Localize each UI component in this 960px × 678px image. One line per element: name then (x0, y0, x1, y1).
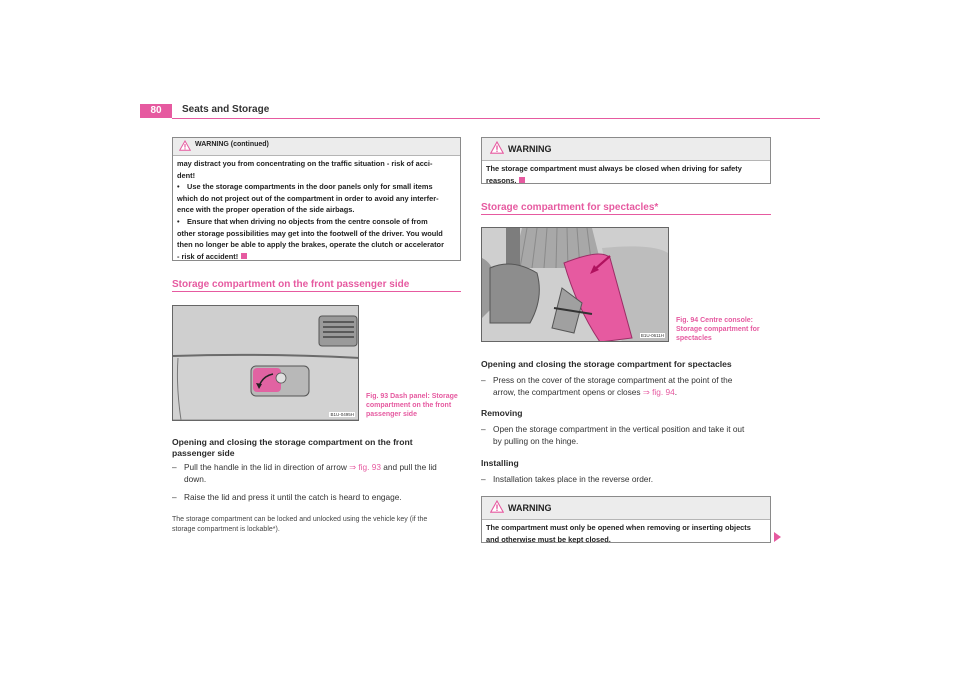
step-installing (481, 473, 776, 485)
step-pull-handle (172, 461, 464, 485)
warning-line: dent! (177, 170, 196, 180)
step-dash: – (172, 492, 177, 502)
subhead-line: Opening and closing the storage compartment on the front (172, 437, 413, 447)
end-of-section-icon (519, 177, 525, 183)
figure-93-link[interactable]: ⇒ fig. 93 (349, 462, 381, 472)
lockable-note (172, 515, 427, 534)
step-text: arrow, the compartment opens or closes (493, 387, 643, 397)
warning-line: which do not project out of the compartment in order to avoid any interfer- (177, 193, 439, 203)
step-dash: – (481, 375, 486, 385)
subhead-opening-closing (172, 437, 413, 459)
note-line: storage compartment is lockable*). (172, 525, 280, 533)
continue-arrow-icon (774, 532, 781, 542)
warning-text (482, 520, 770, 549)
step-dash: – (481, 474, 486, 484)
warning-triangle-icon (179, 140, 191, 151)
step-text: down. (184, 474, 207, 484)
figure-94-centre-console (481, 227, 669, 342)
warning-triangle-icon (490, 141, 504, 154)
warning-header (482, 497, 770, 520)
figure-93-dash-panel (172, 305, 359, 421)
warning-line: Ensure that when driving no objects from the centre console of from (187, 216, 428, 226)
page-number: 80 (140, 104, 172, 118)
warning-header (482, 138, 770, 161)
warning-line: reasons. (486, 175, 517, 185)
warning-compartment-box (481, 496, 771, 543)
step-text: Installation takes place in the reverse order. (493, 474, 654, 484)
note-line: The storage compartment can be locked and unlocked using the vehicle key (if the (172, 516, 428, 523)
figure-code: B1U-0611H (640, 333, 664, 338)
warning-line: - risk of accident! (177, 251, 239, 261)
section-rule (172, 291, 461, 292)
header-rule (172, 118, 820, 119)
warning-line: then no longer be able to apply the brakes, operate the clutch or accelerator (177, 240, 444, 250)
caption-line: Fig. 94 Centre console: (676, 317, 754, 324)
section-title-passenger: Storage compartment on the front passenger side (172, 279, 410, 290)
subhead-line: passenger side (172, 448, 235, 458)
step-raise-lid (172, 491, 464, 503)
step-text: by pulling on the hinge. (493, 436, 579, 446)
warning-line: ence with the proper operation of the side airbags. (177, 205, 355, 215)
figure-94-caption (676, 316, 760, 343)
step-text: and pull the lid (380, 462, 437, 472)
warning-line: The storage compartment must always be closed when driving for safety (486, 164, 742, 173)
subhead-spectacles-opening: Opening and closing the storage compartment for spectacles (481, 359, 732, 369)
step-text: Raise the lid and press it until the catch is heard to engage. (184, 492, 402, 502)
warning-line: Use the storage compartments in the door panels only for small items (187, 182, 433, 192)
bullet-icon: • (177, 216, 180, 226)
warning-label: WARNING (508, 503, 552, 513)
warning-line: The compartment must only be opened when removing or inserting objects (486, 523, 751, 532)
subhead-installing: Installing (481, 458, 519, 468)
warning-triangle-icon (490, 500, 504, 513)
step-text: Pull the handle in the lid in direction of arrow (184, 462, 350, 472)
warning-line: may distract you from concentrating on the traffic situation - risk of acci- (177, 159, 433, 168)
warning-line: other storage possibilities may get into the footwell of the driver. You would (177, 228, 443, 238)
figure-code: B1U-0495H (330, 412, 354, 417)
dash-panel-illustration (173, 306, 359, 421)
caption-line: spectacles (676, 335, 712, 342)
step-press-cover (481, 374, 776, 398)
step-dash: – (172, 462, 177, 472)
warning-safety-box (481, 137, 771, 184)
subhead-removing: Removing (481, 408, 523, 418)
caption-line: passenger side (366, 411, 417, 418)
warning-header (173, 138, 460, 156)
warning-label: WARNING (508, 144, 552, 154)
warning-continued-box (172, 137, 461, 261)
figure-94-link[interactable]: ⇒ fig. 94 (642, 387, 675, 397)
caption-line: compartment on the front (366, 402, 452, 409)
caption-line: Fig. 93 Dash panel: Storage (366, 393, 458, 400)
warning-text (482, 161, 770, 190)
step-removing (481, 423, 776, 447)
warning-text (173, 156, 460, 266)
warning-line: and otherwise must be kept closed. (486, 534, 611, 544)
step-text: Press on the cover of the storage compartment at the point of the (493, 375, 733, 385)
step-text: Open the storage compartment in the vertical position and take it out (493, 424, 745, 434)
section-title-spectacles: Storage compartment for spectacles* (481, 202, 659, 213)
step-dash: – (481, 424, 486, 434)
section-rule (481, 214, 771, 215)
step-text: . (674, 387, 678, 397)
caption-line: Storage compartment for (676, 326, 760, 333)
figure-93-caption (366, 392, 458, 419)
centre-console-illustration (482, 228, 669, 342)
warning-label: WARNING (continued) (195, 141, 269, 148)
bullet-icon: • (177, 182, 180, 192)
end-of-section-icon (241, 253, 247, 259)
page-header-title: Seats and Storage (182, 104, 270, 115)
